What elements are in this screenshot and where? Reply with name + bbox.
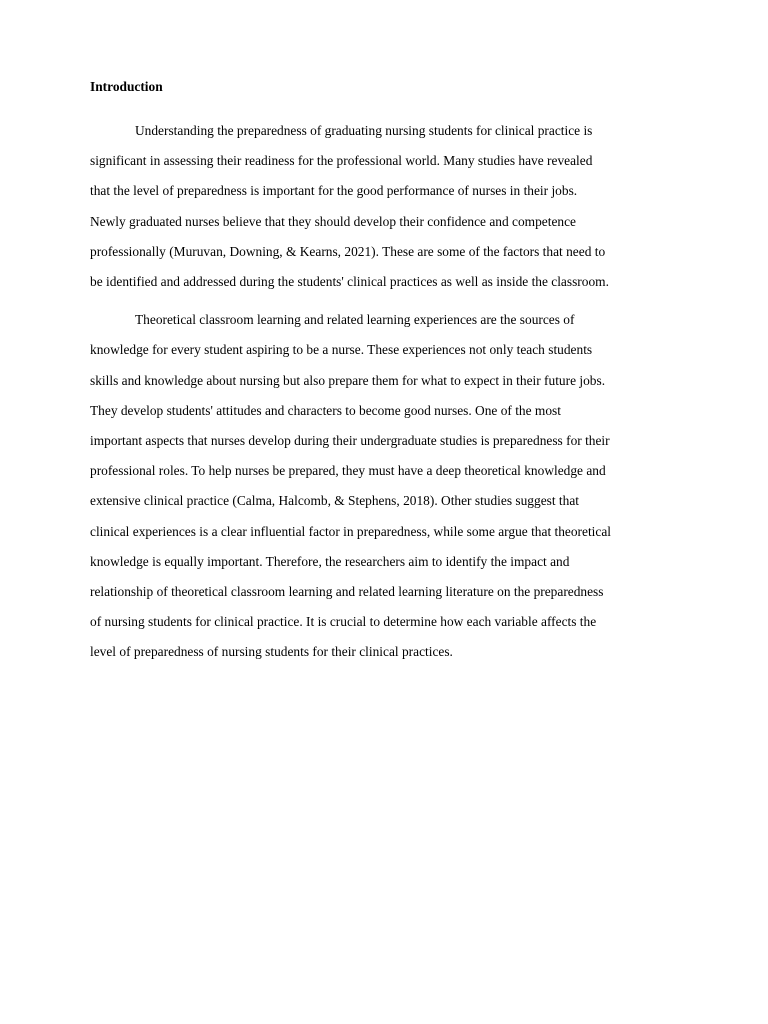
paragraph-2 — [90, 305, 680, 667]
paragraph-line: professionally (Muruvan, Downing, & Kearns, 2021). These are some of the factors that need to — [90, 243, 606, 259]
paragraph-line: Theoretical classroom learning and related learning experiences are the sources of — [135, 312, 575, 328]
paragraph-line: extensive clinical practice (Calma, Halcomb, & Stephens, 2018). Other studies suggest that — [90, 493, 580, 509]
paragraph-line: knowledge for every student aspiring to be a nurse. These experiences not only teach students — [90, 342, 593, 358]
paragraph-line: of nursing students for clinical practice. It is crucial to determine how each variable affects the — [90, 614, 597, 630]
paragraph-line: They develop students' attitudes and characters to become good nurses. One of the most — [90, 402, 561, 418]
paragraph-line: Understanding the preparedness of graduating nursing students for clinical practice is — [135, 123, 593, 138]
paragraph-line: clinical experiences is a clear influential factor in preparedness, while some argue that theoretical — [90, 523, 612, 539]
section-heading: Introduction — [90, 79, 163, 94]
paragraph-line: important aspects that nurses develop during their undergraduate studies is preparedness for their — [90, 433, 610, 449]
paragraph-line: Newly graduated nurses believe that they should develop their confidence and competence — [90, 213, 576, 229]
paragraph-line: significant in assessing their readiness for the professional world. Many studies have revealed — [90, 153, 593, 169]
paragraph-line: skills and knowledge about nursing but also prepare them for what to expect in their future jobs. — [90, 372, 606, 388]
paragraph-line: be identified and addressed during the students' clinical practices as well as inside the classroom. — [90, 274, 609, 290]
paragraph-1 — [90, 116, 680, 297]
paragraph-line: that the level of preparedness is important for the good performance of nurses in their jobs. — [90, 183, 578, 199]
document-body — [90, 78, 680, 676]
paragraph-line: level of preparedness of nursing students for their clinical practices. — [90, 644, 453, 660]
paragraph-line: knowledge is equally important. Therefore, the researchers aim to identify the impact and — [90, 553, 570, 569]
paragraph-line: professional roles. To help nurses be prepared, they must have a deep theoretical knowledge and — [90, 463, 606, 479]
paragraph-line: relationship of theoretical classroom learning and related learning literature on the preparedness — [90, 584, 604, 600]
